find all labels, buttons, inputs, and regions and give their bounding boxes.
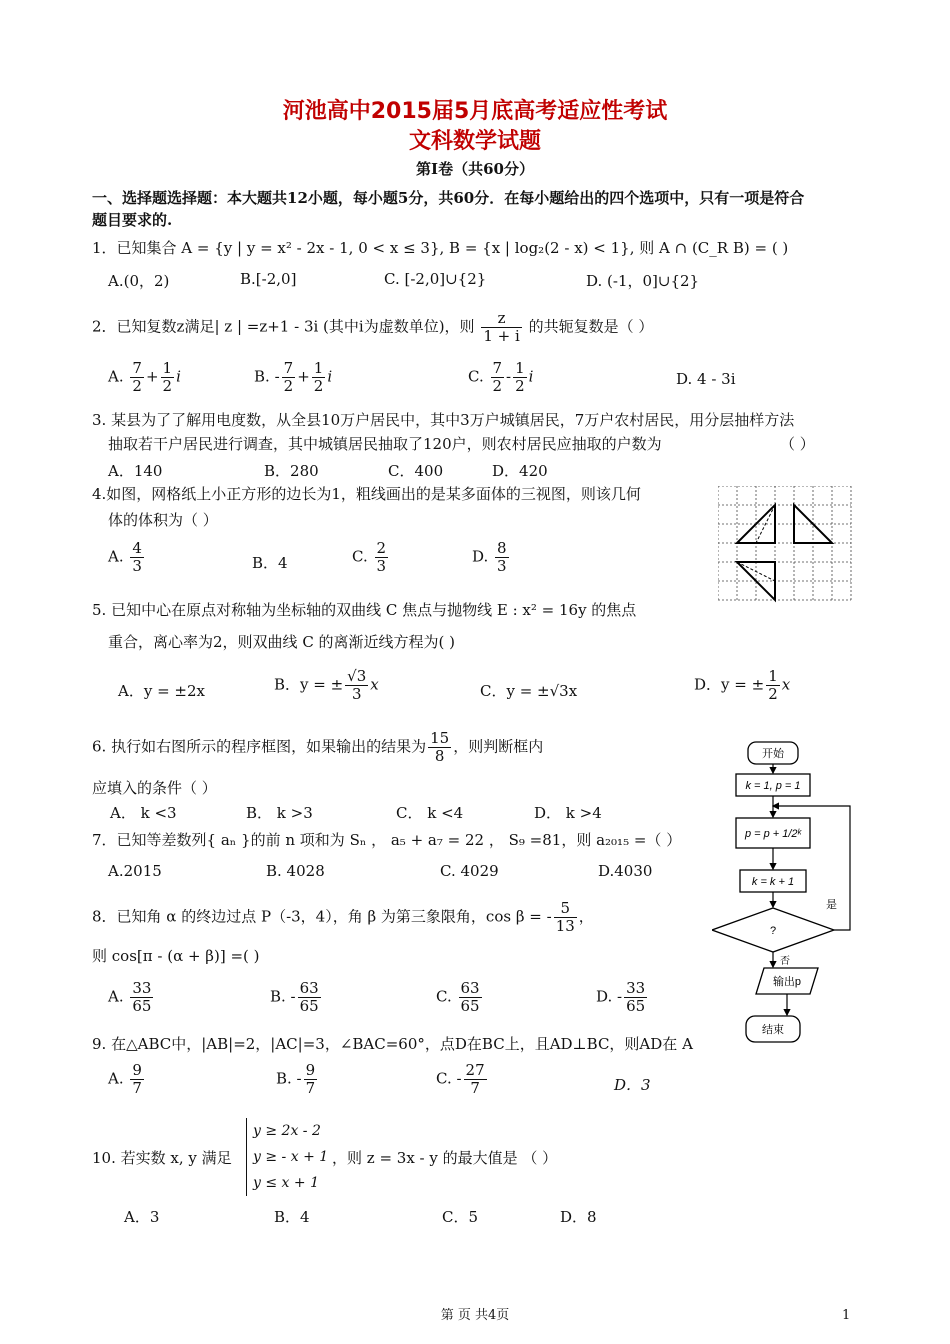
- q6-option-d: D． k >4: [534, 804, 602, 822]
- q2-frac-num: z: [481, 310, 521, 328]
- q2-b-n1: 7: [283, 359, 294, 377]
- part-title: 第Ⅰ卷（共60分）: [416, 160, 534, 178]
- footer-page-info: 第 页 共4页: [440, 1308, 510, 1323]
- q5-option-d-label: D．y = ±: [694, 675, 765, 694]
- q10-option-a: A．3: [124, 1208, 160, 1226]
- q5-d-n: 1: [768, 667, 778, 685]
- q8-line2: 则 cos[π - (α + β)] =( ): [92, 947, 260, 965]
- q10-pre: 10. 若实数 x, y 满足: [92, 1149, 232, 1167]
- q2-option-c: C. $\frac{7}{2}$ - $\frac{1}{2}$ i: [468, 359, 534, 395]
- q4-line1: 4.如图，网格纸上小正方形的边长为1，粗线画出的是某多面体的三视图，则该几何: [92, 485, 641, 503]
- q8-option-b: [270, 980, 323, 1015]
- q9-b-n: 9: [305, 1061, 316, 1079]
- q6-frac-d: 8: [434, 747, 445, 765]
- q4-c-n: 2: [376, 539, 387, 557]
- q1-option-b: B.[-2,0]: [240, 270, 297, 288]
- q2-c-n2: 1: [515, 359, 525, 377]
- q8-c-d: 65: [460, 997, 480, 1015]
- q5-option-b: [274, 668, 379, 703]
- q4-option-c: [352, 540, 390, 575]
- q1-option-d: D. (-1，0]∪{2}: [586, 272, 700, 290]
- q10-option-b: B．4: [274, 1208, 310, 1226]
- section-heading-line2: 题目要求的.: [92, 211, 173, 229]
- q9-option-c: [436, 1062, 489, 1097]
- q3-line1: 3. 某县为了了解用电度数，从全县10万户居民中，其中3万户城镇居民，7万户农村居民，用分层抽样方法: [92, 411, 795, 429]
- q5-option-a: A．y = ±2x: [118, 682, 205, 700]
- q8-a-d: 65: [132, 997, 152, 1015]
- q5-d-x: x: [781, 675, 791, 694]
- q2-a-n2: 1: [162, 359, 173, 377]
- q8-line1a: 8．已知角 α 的终边过点 P（-3，4），角 β 为第三象限角，cos β = -: [92, 907, 552, 926]
- q6-option-c: C． k <4: [396, 804, 464, 822]
- flow-no-label: 否: [780, 956, 790, 967]
- q8-option-a: [108, 980, 155, 1015]
- q2-option-a: A. $\frac{7}{2}$ + $\frac{1}{2}$ i: [108, 359, 181, 395]
- q2-b-n2: 1: [313, 359, 324, 377]
- q8-b-n: 63: [299, 979, 319, 997]
- q8-d-label: D. -: [596, 987, 623, 1006]
- q7-option-c: C. 4029: [440, 862, 499, 880]
- exam-subtitle: 文科数学试题: [408, 129, 541, 154]
- q8-line1: [92, 900, 594, 935]
- flow-init-text: k = 1, p = 1: [745, 780, 801, 792]
- q1-option-a: A.(0，2): [108, 272, 170, 290]
- exam-title: 河池高中2015届5月底高考适应性考试: [282, 99, 668, 124]
- q4-d-n: 8: [497, 539, 507, 557]
- q2-frac-den: 1 + i: [483, 327, 520, 345]
- q3-option-d: D．420: [492, 462, 548, 480]
- flowchart: [712, 738, 862, 1050]
- q8-line1b: ，: [578, 907, 594, 926]
- q8-d-n: 33: [626, 979, 646, 997]
- q5-option-d: [694, 668, 790, 703]
- flow-yes-label: 是: [826, 899, 837, 911]
- q1-option-c: C. [-2,0]∪{2}: [384, 270, 487, 288]
- q6-line1b: ，则判断框内: [453, 737, 544, 756]
- q8-option-c: [436, 980, 484, 1015]
- flow-end-text: 结束: [762, 1024, 784, 1036]
- q4-line2: 体的体积为（ ）: [108, 511, 218, 529]
- q9-c-n: 27: [465, 1061, 485, 1079]
- q2-stem: [92, 310, 653, 345]
- q10-ineq-2: y ≥ - x + 1: [253, 1149, 329, 1165]
- q4-option-a: [108, 540, 146, 575]
- flow-update-k-text: k = k + 1: [751, 876, 795, 888]
- q8-frac-d: 13: [555, 917, 575, 935]
- q2-stem-a: 2．已知复数z满足| z | =z+1 - 3i (其中i为虚数单位)，则: [92, 317, 475, 336]
- q2-option-c-label: C.: [468, 367, 484, 386]
- q7-option-b: B. 4028: [266, 862, 325, 880]
- q3-option-a: A．140: [108, 462, 163, 480]
- q8-frac-n: 5: [554, 900, 577, 918]
- q2-option-d: D. 4 - 3i: [676, 370, 736, 388]
- flow-start-text: 开始: [762, 748, 784, 760]
- q8-a-n: 33: [132, 979, 152, 997]
- q2-b-d1: 2: [283, 377, 294, 395]
- q9-option-d: D．3: [614, 1076, 651, 1094]
- q5-option-b-label: B．y = ±: [274, 675, 344, 694]
- q6-frac-n: 15: [430, 729, 450, 747]
- q9-b-label: B. -: [276, 1069, 302, 1088]
- q8-c-n: 63: [460, 979, 480, 997]
- q4-a-n: 4: [132, 539, 142, 557]
- q10-system: [246, 1118, 328, 1196]
- q9-c-d: 7: [470, 1079, 480, 1097]
- q3-option-c: C．400: [388, 462, 444, 480]
- q8-option-d: [596, 980, 649, 1015]
- q2-stem-b: 的共轭复数是（ ）: [528, 317, 654, 336]
- q2-c-n1: 7: [492, 359, 503, 377]
- q8-d-d: 65: [626, 997, 646, 1015]
- q8-b-d: 65: [299, 997, 319, 1015]
- q10-option-d: D．8: [560, 1208, 597, 1226]
- q9-a-n: 9: [132, 1061, 142, 1079]
- q4-a-d: 3: [132, 557, 142, 575]
- q8-a-label: A.: [108, 987, 124, 1006]
- q2-a-d1: 2: [132, 377, 142, 395]
- q2-a-n1: 7: [132, 359, 142, 377]
- q9-a-label: A.: [108, 1069, 124, 1088]
- q9-a-d: 7: [132, 1079, 142, 1097]
- q4-option-a-label: A.: [108, 547, 124, 566]
- q4-option-c-label: C.: [352, 547, 368, 566]
- q6-line2: 应填入的条件（ ）: [92, 779, 217, 797]
- q2-option-b-label: B.: [254, 367, 270, 386]
- q5-b-d: 3: [351, 685, 362, 703]
- q5-b-x: x: [370, 675, 379, 694]
- q5-line2: 重合，离心率为2，则双曲线 C 的离渐近线方程为( ): [108, 633, 456, 651]
- footer-page-number: 1: [842, 1308, 851, 1323]
- q9-option-b: [276, 1062, 319, 1097]
- q4-c-d: 3: [376, 557, 387, 575]
- q6-line1: [92, 730, 543, 765]
- q2-c-d1: 2: [492, 377, 503, 395]
- q7-option-a: A.2015: [108, 862, 162, 880]
- q7-option-d: D.4030: [598, 862, 653, 880]
- q8-b-label: B. -: [270, 987, 296, 1006]
- q1-stem: 1．已知集合 A = {y | y = x² - 2x - 1, 0 < x ≤ 3}, B = {x | log₂(2 - x) < 1}, 则 A ∩ (C_R B) = ( ): [92, 239, 789, 257]
- three-view-figure: [718, 486, 858, 604]
- q9-stem: 9. 在△ABC中，|AB|=2，|AC|=3，∠BAC=60°，点D在BC上，且AD⊥BC，则AD在 A: [92, 1035, 693, 1053]
- q4-option-d-label: D.: [472, 547, 489, 566]
- q3-option-b: B．280: [264, 462, 319, 480]
- q5-option-c: C．y = ±√3x: [480, 682, 578, 700]
- q10-option-c: C．5: [442, 1208, 479, 1226]
- q5-b-n: √3: [347, 667, 367, 685]
- q6-option-b: B． k >3: [246, 804, 313, 822]
- q10-ineq-3: y ≤ x + 1: [253, 1175, 319, 1191]
- q2-a-d2: 2: [162, 377, 173, 395]
- q8-c-label: C.: [436, 987, 452, 1006]
- q10-ineq-1: y ≥ 2x - 2: [253, 1123, 321, 1139]
- section-heading-line1: 一、选择题选择题：本大题共12小题，每小题5分，共60分．在每小题给出的四个选项中，只有一项是符合: [92, 189, 805, 207]
- q10-post: ，则 z = 3x - y 的最大值是 （ ）: [332, 1149, 558, 1167]
- q2-b-d2: 2: [313, 377, 324, 395]
- q3-paren: （ ）: [780, 435, 815, 453]
- q4-d-d: 3: [497, 557, 507, 575]
- q2-fraction: [481, 310, 521, 345]
- q5-d-d: 2: [768, 685, 778, 703]
- q6-line1a: 6. 执行如右图所示的程序框图，如果输出的结果为: [92, 737, 427, 756]
- q6-option-a: A． k <3: [110, 804, 177, 822]
- q2-option-a-label: A.: [108, 367, 124, 386]
- flow-decision-text: ?: [769, 925, 777, 937]
- flow-output-text: 输出p: [772, 976, 802, 988]
- q9-c-label: C. -: [436, 1069, 462, 1088]
- flow-update-p-text: p = p + 1/2ᵏ: [744, 828, 802, 840]
- q5-line1: 5. 已知中心在原点对称轴为坐标轴的双曲线 C 焦点与抛物线 E : x² = 16y 的焦点: [92, 601, 637, 619]
- q9-option-a: [108, 1062, 146, 1097]
- q3-line2: 抽取若干户居民进行调查，其中城镇居民抽取了120户，则农村居民应抽取的户数为: [108, 435, 662, 453]
- q2-c-d2: 2: [515, 377, 525, 395]
- q9-b-d: 7: [305, 1079, 316, 1097]
- q4-option-b: B．4: [252, 554, 288, 572]
- q2-option-b: B. - $\frac{7}{2}$ + $\frac{1}{2}$ i: [254, 359, 333, 395]
- q7-stem: 7．已知等差数列{ aₙ }的前 n 项和为 Sₙ ， a₅ + a₇ = 22 ， S₉ =81，则 a₂₀₁₅ =（ ）: [92, 831, 682, 849]
- q4-option-d: [472, 540, 511, 575]
